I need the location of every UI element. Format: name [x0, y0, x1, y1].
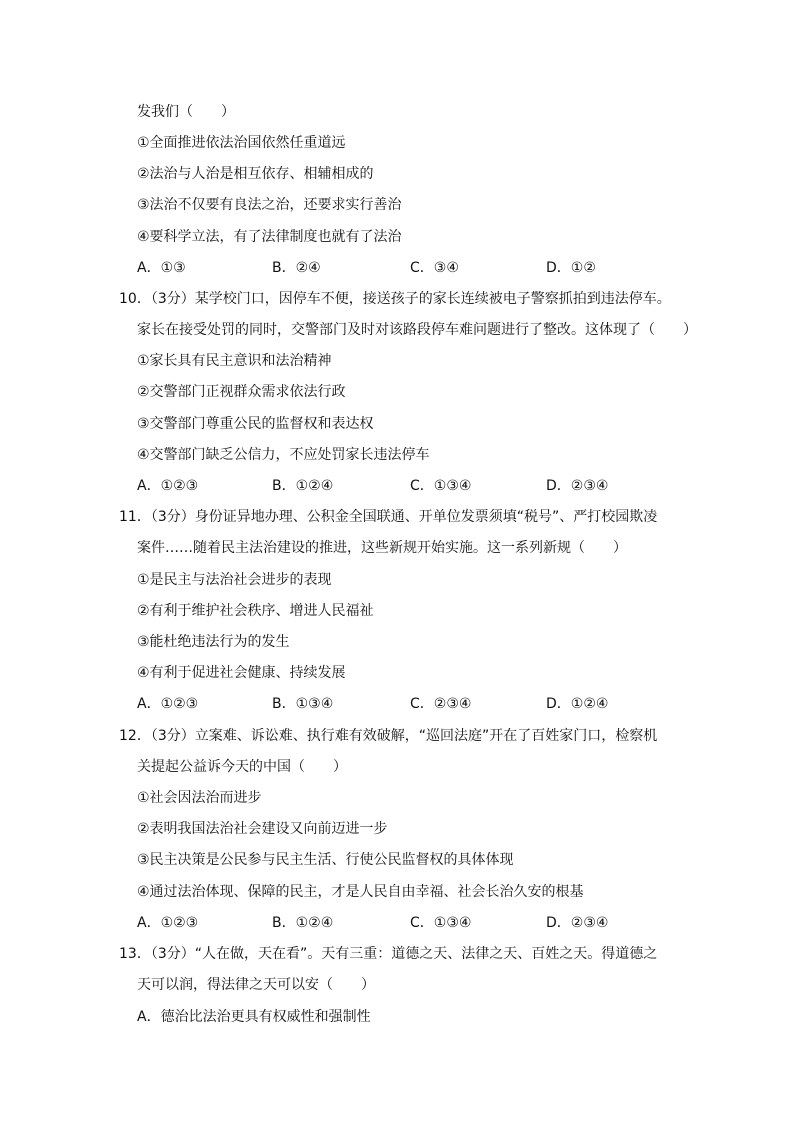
q13-stem-line-1: 13．（3分）“人在做，天在看”。天有三重：道德之天、法律之天、百姓之天。得道德之	[119, 946, 658, 962]
q9-option-a: A．①③	[137, 260, 186, 276]
q11-option-b: B．①③④	[272, 696, 334, 712]
q9-item-1: ①全面推进依法治国依然任重道远	[137, 135, 346, 151]
q10-item-4: ④交警部门缺乏公信力，不应处罚家长违法停车	[137, 447, 430, 463]
q11-item-2: ②有利于维护社会秩序、增进人民福祉	[137, 603, 374, 619]
q13-stem-line-2: 天可以润，得法律之天可以安（ ）	[137, 977, 375, 993]
q11-option-d: D．①②④	[546, 696, 609, 712]
q9-option-d: D．①②	[546, 260, 596, 276]
q12-option-d: D．②③④	[546, 915, 609, 931]
q11-option-a: A．①②③	[137, 696, 199, 712]
q12-item-2: ②表明我国法治社会建设又向前迈进一步	[137, 821, 388, 837]
q12-item-4: ④通过法治体现、保障的民主，才是人民自由幸福、社会长治久安的根基	[137, 884, 584, 900]
q12-option-c: C．①③④	[410, 915, 472, 931]
q11-item-1: ①是民主与法治社会进步的表现	[137, 572, 332, 588]
q10-item-3: ③交警部门尊重公民的监督权和表达权	[137, 416, 374, 432]
q10-item-1: ①家长具有民主意识和法治精神	[137, 353, 332, 369]
q11-item-3: ③能杜绝违法行为的发生	[137, 634, 290, 650]
q11-option-c: C．②③④	[410, 696, 472, 712]
q9-item-3: ③法治不仅要有良法之治，还要求实行善治	[137, 197, 402, 213]
q9-item-2: ②法治与人治是相互依存、相辅相成的	[137, 166, 374, 182]
q11-stem-line-1: 11．（3分）身份证异地办理、公积金全国联通、开单位发票须填“税号”、严打校园欺凌	[119, 509, 658, 525]
q10-option-c: C．①③④	[410, 478, 472, 494]
q13-option-a: A．德治比法治更具有权威性和强制性	[137, 1009, 371, 1025]
q9-option-b: B．②④	[272, 260, 321, 276]
q12-option-a: A．①②③	[137, 915, 199, 931]
q9-option-c: C．③④	[410, 260, 459, 276]
q9-stem-tail: 发我们（ ）	[137, 104, 235, 120]
q12-stem-line-2: 关提起公益诉今天的中国（ ）	[137, 759, 347, 775]
q10-stem-line-1: 10．（3分）某学校门口，因停车不便，接送孩子的家长连续被电子警察抓拍到违法停车。	[119, 291, 671, 307]
q9-item-4: ④要科学立法，有了法律制度也就有了法治	[137, 229, 402, 245]
q10-option-d: D．②③④	[546, 478, 609, 494]
q11-item-4: ④有利于促进社会健康、持续发展	[137, 665, 346, 681]
q11-stem-line-2: 案件……随着民主法治建设的推进，这些新规开始实施。这一系列新规（ ）	[137, 540, 627, 556]
q12-stem-line-1: 12．（3分）立案难、诉讼难、执行难有效破解，“巡回法庭”开在了百姓家门口，检察机	[119, 728, 658, 744]
q12-item-3: ③民主决策是公民参与民主生活、行使公民监督权的具体体现	[137, 852, 514, 868]
q12-item-1: ①社会因法治而进步	[137, 790, 262, 806]
q12-option-b: B．①②④	[272, 915, 334, 931]
q10-option-a: A．①②③	[137, 478, 199, 494]
q10-stem-line-2: 家长在接受处罚的同时，交警部门及时对该路段停车难问题进行了整改。这体现了（ ）	[137, 322, 697, 338]
q10-item-2: ②交警部门正视群众需求依法行政	[137, 384, 346, 400]
q10-option-b: B．①②④	[272, 478, 334, 494]
